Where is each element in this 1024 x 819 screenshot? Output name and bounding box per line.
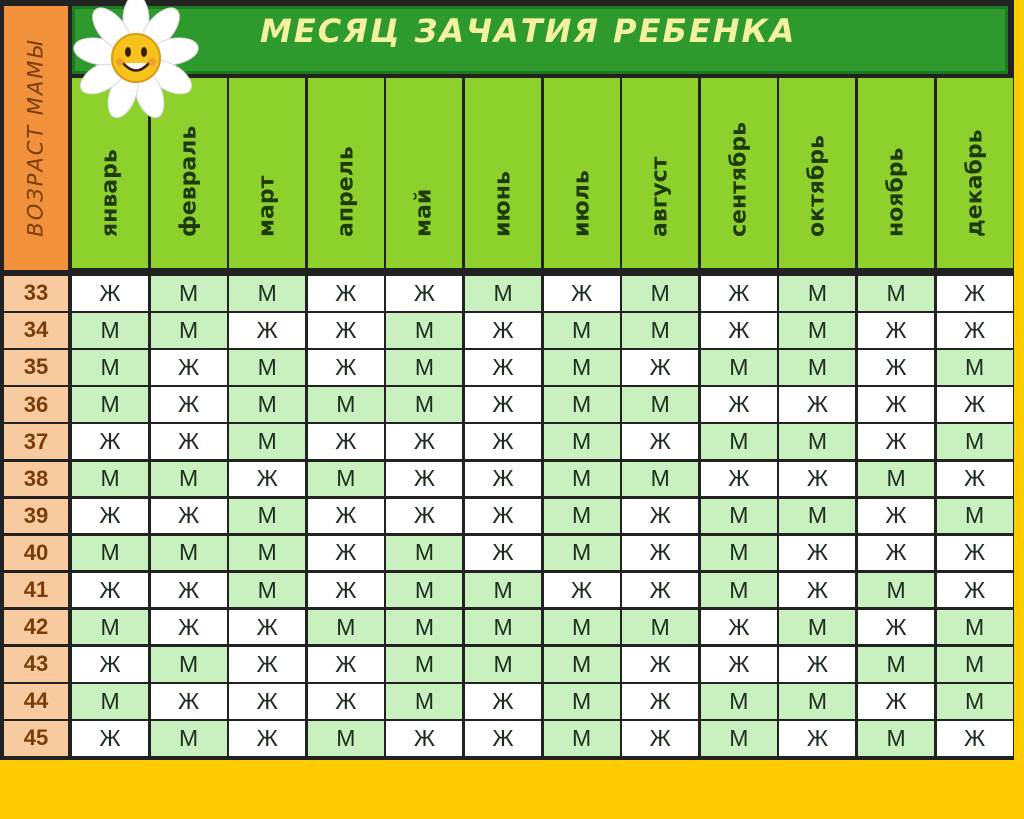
gender-cell: Ж bbox=[465, 313, 541, 348]
gender-cell: М bbox=[701, 424, 777, 459]
gender-cell: М bbox=[386, 536, 462, 571]
gender-cell: Ж bbox=[386, 462, 462, 497]
gender-cell: М bbox=[72, 536, 148, 571]
gender-cell: Ж bbox=[465, 462, 541, 497]
gender-cell: М bbox=[622, 387, 698, 422]
month-header bbox=[308, 78, 384, 268]
gender-cell: Ж bbox=[701, 387, 777, 422]
gender-cell: М bbox=[544, 721, 620, 756]
gender-cell: М bbox=[779, 350, 855, 385]
gender-cell: Ж bbox=[701, 276, 777, 311]
gender-cell: Ж bbox=[937, 536, 1013, 571]
gender-cell: Ж bbox=[858, 610, 934, 645]
gender-cell: Ж bbox=[544, 573, 620, 608]
gender-cell: Ж bbox=[465, 536, 541, 571]
gender-cell: Ж bbox=[858, 387, 934, 422]
gender-cell: Ж bbox=[622, 536, 698, 571]
gender-cell: Ж bbox=[937, 387, 1013, 422]
gender-cell: Ж bbox=[308, 350, 384, 385]
gender-cell: Ж bbox=[701, 313, 777, 348]
gender-cell: М bbox=[701, 499, 777, 534]
gender-cell: М bbox=[229, 573, 305, 608]
gender-cell: М bbox=[701, 684, 777, 719]
age-cell: 33 bbox=[4, 276, 68, 311]
gender-cell: Ж bbox=[386, 424, 462, 459]
gender-cell: Ж bbox=[622, 721, 698, 756]
gender-cell: М bbox=[229, 536, 305, 571]
gender-cell: Ж bbox=[858, 424, 934, 459]
month-header bbox=[386, 78, 462, 268]
gender-cell: М bbox=[858, 647, 934, 682]
age-cell: 36 bbox=[4, 387, 68, 422]
gender-cell: М bbox=[701, 573, 777, 608]
smiling-daisy-icon bbox=[68, 0, 202, 134]
gender-cell: М bbox=[229, 424, 305, 459]
gender-cell: Ж bbox=[701, 462, 777, 497]
month-label: июнь bbox=[490, 171, 516, 237]
gender-cell: Ж bbox=[465, 387, 541, 422]
gender-cell: М bbox=[386, 387, 462, 422]
month-header bbox=[701, 78, 777, 268]
gender-cell: М bbox=[858, 462, 934, 497]
gender-cell: М bbox=[701, 536, 777, 571]
gender-cell: Ж bbox=[622, 350, 698, 385]
gender-cell: Ж bbox=[779, 387, 855, 422]
gender-cell: М bbox=[465, 647, 541, 682]
gender-cell: М bbox=[72, 610, 148, 645]
gender-cell: М bbox=[544, 313, 620, 348]
age-cell: 42 bbox=[4, 610, 68, 645]
gender-cell: М bbox=[386, 647, 462, 682]
gender-cell: Ж bbox=[72, 424, 148, 459]
gender-cell: М bbox=[779, 276, 855, 311]
gender-cell: Ж bbox=[937, 462, 1013, 497]
gender-cell: М bbox=[858, 276, 934, 311]
month-label: сентябрь bbox=[726, 121, 752, 237]
age-cell: 39 bbox=[4, 499, 68, 534]
gender-cell: Ж bbox=[229, 610, 305, 645]
gender-cell: Ж bbox=[229, 684, 305, 719]
gender-cell: М bbox=[151, 276, 227, 311]
gender-cell: М bbox=[72, 387, 148, 422]
gender-cell: М bbox=[544, 499, 620, 534]
gender-cell: М bbox=[308, 610, 384, 645]
age-cell: 44 bbox=[4, 684, 68, 719]
gender-cell: М bbox=[151, 536, 227, 571]
gender-cell: Ж bbox=[229, 647, 305, 682]
gender-cell: М bbox=[72, 350, 148, 385]
gender-cell: М bbox=[622, 276, 698, 311]
gender-cell: М bbox=[229, 387, 305, 422]
gender-cell: Ж bbox=[465, 350, 541, 385]
gender-cell: Ж bbox=[151, 499, 227, 534]
gender-cell: Ж bbox=[151, 684, 227, 719]
gender-cell: М bbox=[465, 573, 541, 608]
gender-cell: Ж bbox=[858, 350, 934, 385]
gender-cell: М bbox=[544, 424, 620, 459]
gender-cell: Ж bbox=[937, 276, 1013, 311]
gender-cell: М bbox=[229, 350, 305, 385]
gender-cell: Ж bbox=[779, 721, 855, 756]
gender-cell: М bbox=[151, 313, 227, 348]
age-cell: 45 bbox=[4, 721, 68, 756]
gender-cell: М bbox=[937, 610, 1013, 645]
gender-cell: М bbox=[937, 424, 1013, 459]
month-header bbox=[544, 78, 620, 268]
gender-cell: М bbox=[858, 573, 934, 608]
month-header bbox=[465, 78, 541, 268]
gender-cell: М bbox=[701, 721, 777, 756]
gender-cell: Ж bbox=[544, 276, 620, 311]
gender-cell: М bbox=[544, 610, 620, 645]
month-label: февраль bbox=[176, 125, 202, 237]
gender-cell: М bbox=[544, 536, 620, 571]
gender-cell: Ж bbox=[779, 536, 855, 571]
age-cell: 43 bbox=[4, 647, 68, 682]
gender-cell: М bbox=[937, 350, 1013, 385]
gender-cell: М bbox=[386, 610, 462, 645]
gender-cell: Ж bbox=[72, 276, 148, 311]
gender-cell: М bbox=[937, 499, 1013, 534]
mother-age-header bbox=[4, 6, 68, 270]
gender-cell: Ж bbox=[622, 573, 698, 608]
gender-cell: Ж bbox=[937, 721, 1013, 756]
gender-cell: Ж bbox=[858, 536, 934, 571]
gender-cell: Ж bbox=[308, 573, 384, 608]
gender-cell: М bbox=[779, 313, 855, 348]
gender-cell: Ж bbox=[779, 647, 855, 682]
gender-cell: М bbox=[386, 684, 462, 719]
table-title: МЕСЯЦ ЗАЧАТИЯ РЕБЕНКА bbox=[260, 12, 797, 50]
gender-cell: М bbox=[308, 462, 384, 497]
month-label: октябрь bbox=[804, 135, 830, 237]
gender-cell: М bbox=[229, 276, 305, 311]
gender-cell: Ж bbox=[779, 462, 855, 497]
gender-cell: М bbox=[151, 462, 227, 497]
gender-cell: Ж bbox=[72, 647, 148, 682]
gender-cell: М bbox=[386, 350, 462, 385]
gender-cell: Ж bbox=[701, 647, 777, 682]
gender-cell: М bbox=[544, 350, 620, 385]
gender-cell: М bbox=[465, 276, 541, 311]
gender-cell: М bbox=[308, 387, 384, 422]
gender-cell: М bbox=[779, 610, 855, 645]
gender-cell: М bbox=[72, 462, 148, 497]
gender-cell: Ж bbox=[151, 350, 227, 385]
gender-cell: Ж bbox=[151, 573, 227, 608]
gender-cell: М bbox=[701, 350, 777, 385]
gender-cell: Ж bbox=[858, 684, 934, 719]
month-header bbox=[858, 78, 934, 268]
gender-cell: Ж bbox=[465, 721, 541, 756]
gender-cell: Ж bbox=[229, 721, 305, 756]
gender-cell: М bbox=[151, 721, 227, 756]
gender-cell: Ж bbox=[308, 647, 384, 682]
gender-cell: М bbox=[229, 499, 305, 534]
gender-cell: М bbox=[72, 313, 148, 348]
gender-cell: Ж bbox=[858, 313, 934, 348]
month-header bbox=[779, 78, 855, 268]
gender-cell: Ж bbox=[465, 684, 541, 719]
gender-cell: М bbox=[544, 462, 620, 497]
gender-cell: Ж bbox=[386, 276, 462, 311]
mother-age-header-label: ВОЗРАСТ МАМЫ bbox=[24, 39, 49, 237]
gender-cell: М bbox=[779, 684, 855, 719]
gender-cell: Ж bbox=[151, 610, 227, 645]
gender-cell: Ж bbox=[72, 499, 148, 534]
gender-cell: Ж bbox=[308, 536, 384, 571]
gender-cell: Ж bbox=[858, 499, 934, 534]
month-header bbox=[622, 78, 698, 268]
gender-cell: Ж bbox=[622, 684, 698, 719]
gender-cell: Ж bbox=[308, 684, 384, 719]
gender-cell: Ж bbox=[937, 573, 1013, 608]
gender-cell: Ж bbox=[779, 573, 855, 608]
gender-cell: Ж bbox=[701, 610, 777, 645]
gender-cell: М bbox=[386, 313, 462, 348]
month-label: ноябрь bbox=[883, 147, 909, 237]
age-cell: 40 bbox=[4, 536, 68, 571]
gender-cell: М bbox=[937, 647, 1013, 682]
month-label: май bbox=[411, 188, 437, 237]
gender-cell: М bbox=[937, 684, 1013, 719]
gender-cell: Ж bbox=[308, 276, 384, 311]
gender-cell: Ж bbox=[937, 313, 1013, 348]
age-cell: 37 bbox=[4, 424, 68, 459]
gender-cell: М bbox=[779, 499, 855, 534]
gender-cell: М bbox=[386, 573, 462, 608]
gender-cell: Ж bbox=[308, 313, 384, 348]
gender-cell: М bbox=[622, 462, 698, 497]
gender-cell: Ж bbox=[229, 313, 305, 348]
gender-cell: Ж bbox=[465, 499, 541, 534]
month-label: декабрь bbox=[962, 129, 988, 237]
gender-cell: М bbox=[544, 684, 620, 719]
gender-cell: Ж bbox=[308, 424, 384, 459]
age-cell: 41 bbox=[4, 573, 68, 608]
age-cell: 35 bbox=[4, 350, 68, 385]
gender-cell: Ж bbox=[72, 573, 148, 608]
gender-cell: М bbox=[465, 610, 541, 645]
gender-cell: М bbox=[622, 610, 698, 645]
gender-cell: Ж bbox=[465, 424, 541, 459]
gender-cell: М bbox=[308, 721, 384, 756]
gender-cell: Ж bbox=[622, 424, 698, 459]
month-label: апрель bbox=[333, 146, 359, 237]
gender-cell: М bbox=[858, 721, 934, 756]
month-label: август bbox=[647, 156, 673, 237]
gender-cell: М bbox=[779, 424, 855, 459]
gender-cell: М bbox=[151, 647, 227, 682]
month-header bbox=[937, 78, 1013, 268]
age-cell: 34 bbox=[4, 313, 68, 348]
gender-cell: Ж bbox=[622, 647, 698, 682]
gender-cell: Ж bbox=[72, 721, 148, 756]
gender-cell: Ж bbox=[308, 499, 384, 534]
gender-cell: М bbox=[622, 313, 698, 348]
gender-cell: Ж bbox=[151, 424, 227, 459]
gender-cell: М bbox=[544, 647, 620, 682]
age-cell: 38 bbox=[4, 462, 68, 497]
month-label: январь bbox=[97, 149, 123, 237]
gender-cell: М bbox=[72, 684, 148, 719]
month-label: март bbox=[254, 175, 280, 237]
gender-cell: Ж bbox=[622, 499, 698, 534]
month-label: июль bbox=[569, 170, 595, 237]
gender-cell: М bbox=[544, 387, 620, 422]
gender-cell: Ж bbox=[386, 721, 462, 756]
gender-cell: Ж bbox=[386, 499, 462, 534]
gender-cell: Ж bbox=[151, 387, 227, 422]
gender-cell: Ж bbox=[229, 462, 305, 497]
month-header bbox=[229, 78, 305, 268]
